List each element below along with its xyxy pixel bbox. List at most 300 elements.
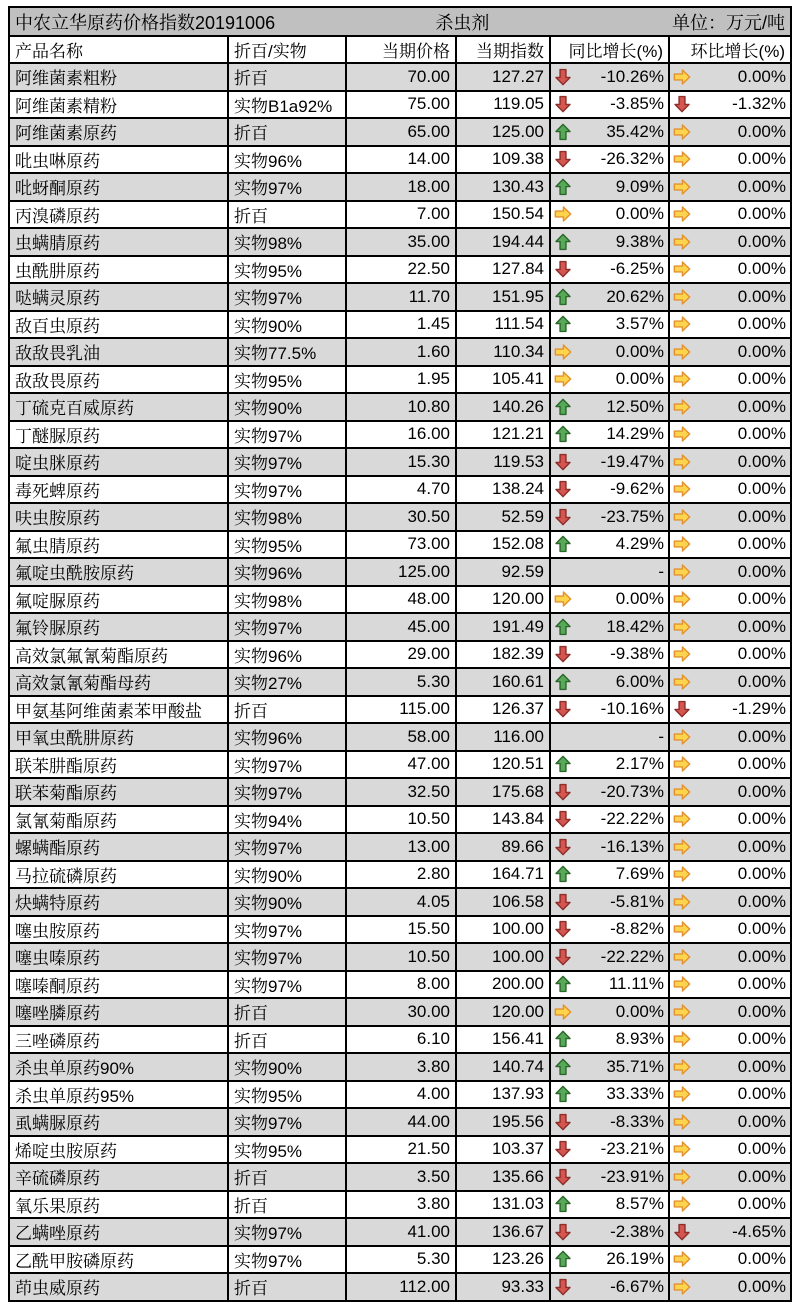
right-arrow-icon [673, 1003, 691, 1021]
mom-cell-value: 0.00% [737, 1194, 786, 1214]
mom-cell-value: 0.00% [737, 424, 786, 444]
basis-cell: 实物96% [228, 558, 346, 586]
table-row [9, 173, 791, 201]
basis-cell: 实物90% [228, 393, 346, 421]
right-arrow-icon [554, 343, 572, 361]
yoy-cell [550, 1108, 669, 1136]
mom-cell [669, 393, 791, 421]
down-arrow-icon [554, 645, 572, 663]
mom-cell-value: 0.00% [737, 644, 786, 664]
yoy-cell-value: -9.62% [610, 479, 664, 499]
mom-cell [669, 888, 791, 916]
yoy-cell [550, 1163, 669, 1191]
right-arrow-icon [673, 1058, 691, 1076]
mom-cell [669, 531, 791, 559]
right-arrow-icon [673, 645, 691, 663]
table-body [9, 63, 791, 1301]
mom-cell-value: -1.29% [732, 699, 786, 719]
mom-cell [669, 833, 791, 861]
price-cell: 3.80 [346, 1191, 456, 1219]
basis-cell: 实物90% [228, 888, 346, 916]
yoy-cell-value: -22.22% [600, 809, 664, 829]
index-cell: 109.38 [456, 146, 550, 174]
table-row [9, 1163, 791, 1191]
mom-cell [669, 751, 791, 779]
no-icon [554, 563, 572, 581]
down-arrow-icon [673, 1223, 691, 1241]
price-cell: 10.50 [346, 806, 456, 834]
basis-cell: 实物97% [228, 833, 346, 861]
yoy-cell-value: -26.32% [600, 149, 664, 169]
price-cell: 2.80 [346, 861, 456, 889]
yoy-cell [550, 696, 669, 724]
index-cell: 140.74 [456, 1053, 550, 1081]
right-arrow-icon [673, 1195, 691, 1213]
basis-cell: 实物98% [228, 228, 346, 256]
basis-cell: 实物97% [228, 971, 346, 999]
price-cell: 41.00 [346, 1218, 456, 1246]
index-cell: 136.67 [456, 1218, 550, 1246]
yoy-cell-value: -2.38% [610, 1221, 664, 1241]
yoy-cell [550, 1026, 669, 1054]
index-cell: 100.00 [456, 916, 550, 944]
mom-cell-value: 0.00% [737, 616, 786, 636]
mom-cell-value: 0.00% [737, 314, 786, 334]
yoy-cell-value: -16.13% [600, 836, 664, 856]
up-arrow-icon [554, 1250, 572, 1268]
basis-cell: 折百 [228, 1163, 346, 1191]
price-cell: 29.00 [346, 641, 456, 669]
table-row [9, 256, 791, 284]
mom-cell-value: 0.00% [737, 946, 786, 966]
table-row [9, 586, 791, 614]
up-arrow-icon [554, 618, 572, 636]
product-name-cell: 虫螨腈原药 [9, 228, 228, 256]
yoy-cell [550, 1191, 669, 1219]
mom-cell-value: 0.00% [737, 286, 786, 306]
mom-cell-value: 0.00% [737, 1276, 786, 1296]
yoy-cell [550, 778, 669, 806]
mom-cell [669, 256, 791, 284]
price-cell: 10.50 [346, 943, 456, 971]
mom-cell-value: 0.00% [737, 204, 786, 224]
yoy-cell-value: -10.16% [600, 699, 664, 719]
basis-cell: 实物97% [228, 283, 346, 311]
right-arrow-icon [673, 233, 691, 251]
mom-cell [669, 448, 791, 476]
index-cell: 93.33 [456, 1273, 550, 1301]
yoy-cell-value: -9.38% [610, 644, 664, 664]
mom-cell-value: 0.00% [737, 836, 786, 856]
right-arrow-icon [673, 1085, 691, 1103]
yoy-cell [550, 338, 669, 366]
yoy-cell-value: 8.93% [615, 1029, 664, 1049]
price-cell: 30.50 [346, 503, 456, 531]
mom-cell [669, 971, 791, 999]
basis-cell: 折百 [228, 201, 346, 229]
yoy-cell-value: 0.00% [615, 589, 664, 609]
product-name-cell: 吡虫啉原药 [9, 146, 228, 174]
basis-cell: 实物97% [228, 916, 346, 944]
right-arrow-icon [673, 948, 691, 966]
table-row [9, 63, 791, 91]
table-row [9, 283, 791, 311]
yoy-cell [550, 283, 669, 311]
mom-cell [669, 723, 791, 751]
table-row [9, 1273, 791, 1301]
basis-cell: 实物97% [228, 943, 346, 971]
col-header-basis: 折百/实物 [228, 36, 346, 63]
price-cell: 115.00 [346, 696, 456, 724]
product-name-cell: 马拉硫磷原药 [9, 861, 228, 889]
table-row [9, 668, 791, 696]
index-cell: 151.95 [456, 283, 550, 311]
yoy-cell-value: 8.57% [615, 1194, 664, 1214]
right-arrow-icon [673, 975, 691, 993]
right-arrow-icon [673, 508, 691, 526]
price-index-sheet [8, 6, 792, 1302]
yoy-cell [550, 558, 669, 586]
yoy-cell-value: 7.69% [615, 864, 664, 884]
mom-cell-value: -1.32% [732, 94, 786, 114]
mom-cell [669, 228, 791, 256]
up-arrow-icon [554, 1058, 572, 1076]
table-row [9, 1136, 791, 1164]
up-arrow-icon [554, 865, 572, 883]
mom-cell [669, 63, 791, 91]
product-name-cell: 高效氯氰菊酯母药 [9, 668, 228, 696]
yoy-cell [550, 503, 669, 531]
up-arrow-icon [554, 398, 572, 416]
product-name-cell: 噻虫嗪原药 [9, 943, 228, 971]
mom-cell-value: 0.00% [737, 1111, 786, 1131]
up-arrow-icon [554, 1030, 572, 1048]
basis-cell: 实物97% [228, 613, 346, 641]
yoy-cell [550, 998, 669, 1026]
price-cell: 70.00 [346, 63, 456, 91]
down-arrow-icon [554, 700, 572, 718]
price-cell: 48.00 [346, 586, 456, 614]
product-name-cell: 氟铃脲原药 [9, 613, 228, 641]
table-row [9, 118, 791, 146]
right-arrow-icon [554, 590, 572, 608]
yoy-cell-value: 9.09% [615, 176, 664, 196]
mom-cell [669, 421, 791, 449]
yoy-cell [550, 751, 669, 779]
price-cell: 45.00 [346, 613, 456, 641]
yoy-cell [550, 806, 669, 834]
yoy-cell-value: -8.82% [610, 919, 664, 939]
down-arrow-icon [554, 838, 572, 856]
yoy-cell [550, 421, 669, 449]
basis-cell: 实物77.5% [228, 338, 346, 366]
price-cell: 21.50 [346, 1136, 456, 1164]
yoy-cell [550, 586, 669, 614]
down-arrow-icon [673, 700, 691, 718]
product-name-cell: 噻虫胺原药 [9, 916, 228, 944]
category-label: 杀虫剂 [435, 12, 490, 33]
index-cell: 200.00 [456, 971, 550, 999]
price-cell: 14.00 [346, 146, 456, 174]
yoy-cell-value: 0.00% [615, 1001, 664, 1021]
mom-cell [669, 998, 791, 1026]
basis-cell: 实物27% [228, 668, 346, 696]
table-row [9, 943, 791, 971]
product-name-cell: 丁醚脲原药 [9, 421, 228, 449]
yoy-cell-value: 26.19% [606, 1249, 664, 1269]
yoy-cell [550, 476, 669, 504]
mom-cell-value: 0.00% [737, 66, 786, 86]
right-arrow-icon [673, 260, 691, 278]
price-cell: 18.00 [346, 173, 456, 201]
mom-cell [669, 146, 791, 174]
product-name-cell: 阿维菌素精粉 [9, 91, 228, 119]
mom-cell-value: 0.00% [737, 1001, 786, 1021]
index-cell: 89.66 [456, 833, 550, 861]
yoy-cell [550, 256, 669, 284]
right-arrow-icon [673, 783, 691, 801]
header-row [9, 36, 791, 63]
mom-cell-value: 0.00% [737, 231, 786, 251]
price-cell: 8.00 [346, 971, 456, 999]
col-header-product-name: 产品名称 [9, 36, 228, 63]
mom-cell [669, 1273, 791, 1301]
yoy-cell [550, 641, 669, 669]
yoy-cell [550, 1136, 669, 1164]
table-row [9, 531, 791, 559]
price-cell: 5.30 [346, 1246, 456, 1274]
mom-cell-value: 0.00% [737, 149, 786, 169]
basis-cell: 折百 [228, 1026, 346, 1054]
mom-cell-value: 0.00% [737, 1139, 786, 1159]
right-arrow-icon [673, 810, 691, 828]
down-arrow-icon [554, 1223, 572, 1241]
mom-cell [669, 283, 791, 311]
basis-cell: 实物90% [228, 1053, 346, 1081]
index-cell: 119.05 [456, 91, 550, 119]
basis-cell: 实物98% [228, 586, 346, 614]
index-cell: 126.37 [456, 696, 550, 724]
yoy-cell-value: 0.00% [615, 341, 664, 361]
table-row [9, 833, 791, 861]
product-name-cell: 甲氨基阿维菌素苯甲酸盐 [9, 696, 228, 724]
mom-cell-value: 0.00% [737, 451, 786, 471]
no-icon [554, 728, 572, 746]
product-name-cell: 吡蚜酮原药 [9, 173, 228, 201]
price-cell: 15.30 [346, 448, 456, 476]
basis-cell: 实物97% [228, 421, 346, 449]
col-header-mom-growth: 环比增长(%) [669, 36, 791, 63]
price-cell: 4.00 [346, 1081, 456, 1109]
basis-cell: 折百 [228, 1191, 346, 1219]
product-name-cell: 甲氧虫酰肼原药 [9, 723, 228, 751]
table-row [9, 201, 791, 229]
basis-cell: 实物97% [228, 1246, 346, 1274]
yoy-cell [550, 888, 669, 916]
basis-cell: 实物B1a92% [228, 91, 346, 119]
product-name-cell: 联苯菊酯原药 [9, 778, 228, 806]
basis-cell: 实物97% [228, 476, 346, 504]
yoy-cell-value: 0.00% [615, 204, 664, 224]
price-cell: 47.00 [346, 751, 456, 779]
up-arrow-icon [554, 673, 572, 691]
yoy-cell-value: 9.38% [615, 231, 664, 251]
mom-cell [669, 916, 791, 944]
right-arrow-icon [673, 123, 691, 141]
yoy-cell-value: 11.11% [608, 974, 664, 994]
mom-cell [669, 668, 791, 696]
table-row [9, 1081, 791, 1109]
mom-cell-value: 0.00% [737, 534, 786, 554]
index-cell: 138.24 [456, 476, 550, 504]
basis-cell: 实物94% [228, 806, 346, 834]
table-row [9, 476, 791, 504]
table-row [9, 916, 791, 944]
product-name-cell: 烯啶虫胺原药 [9, 1136, 228, 1164]
basis-cell: 折百 [228, 998, 346, 1026]
table-row [9, 366, 791, 394]
yoy-cell-value: -20.73% [600, 781, 664, 801]
price-cell: 58.00 [346, 723, 456, 751]
yoy-cell-value: 6.00% [615, 671, 664, 691]
index-cell: 110.34 [456, 338, 550, 366]
table-row [9, 421, 791, 449]
index-cell: 127.27 [456, 63, 550, 91]
yoy-cell-value: - [658, 561, 664, 581]
price-cell: 13.00 [346, 833, 456, 861]
index-cell: 127.84 [456, 256, 550, 284]
up-arrow-icon [554, 755, 572, 773]
product-name-cell: 杀虫单原药95% [9, 1081, 228, 1109]
price-cell: 35.00 [346, 228, 456, 256]
yoy-cell-value: -22.22% [600, 946, 664, 966]
mom-cell [669, 806, 791, 834]
table-row [9, 1246, 791, 1274]
yoy-cell [550, 448, 669, 476]
right-arrow-icon [673, 865, 691, 883]
basis-cell: 折百 [228, 118, 346, 146]
mom-cell [669, 201, 791, 229]
price-cell: 44.00 [346, 1108, 456, 1136]
price-cell: 112.00 [346, 1273, 456, 1301]
right-arrow-icon [673, 288, 691, 306]
index-cell: 120.00 [456, 586, 550, 614]
right-arrow-icon [673, 1113, 691, 1131]
yoy-cell-value: -5.81% [610, 891, 664, 911]
yoy-cell-value: -19.47% [600, 451, 664, 471]
price-cell: 4.70 [346, 476, 456, 504]
down-arrow-icon [554, 453, 572, 471]
basis-cell: 实物95% [228, 1136, 346, 1164]
right-arrow-icon [673, 1250, 691, 1268]
table-row [9, 696, 791, 724]
index-cell: 103.37 [456, 1136, 550, 1164]
down-arrow-icon [554, 1168, 572, 1186]
up-arrow-icon [554, 178, 572, 196]
sheet-title: 中农立华原药价格指数20191006 [15, 12, 276, 33]
mom-cell [669, 1026, 791, 1054]
mom-cell [669, 1108, 791, 1136]
product-name-cell: 三唑磷原药 [9, 1026, 228, 1054]
mom-cell [669, 1136, 791, 1164]
yoy-cell-value: 35.42% [606, 121, 664, 141]
price-cell: 10.80 [346, 393, 456, 421]
yoy-cell-value: 18.42% [606, 616, 664, 636]
product-name-cell: 乙酰甲胺磷原药 [9, 1246, 228, 1274]
price-cell: 1.60 [346, 338, 456, 366]
index-cell: 100.00 [456, 943, 550, 971]
mom-cell [669, 1163, 791, 1191]
yoy-cell [550, 173, 669, 201]
product-name-cell: 敌百虫原药 [9, 311, 228, 339]
product-name-cell: 螺螨酯原药 [9, 833, 228, 861]
product-name-cell: 虫酰肼原药 [9, 256, 228, 284]
mom-cell [669, 778, 791, 806]
mom-cell-value: -4.65% [732, 1221, 786, 1241]
right-arrow-icon [554, 370, 572, 388]
right-arrow-icon [673, 398, 691, 416]
price-cell: 6.10 [346, 1026, 456, 1054]
right-arrow-icon [673, 425, 691, 443]
product-name-cell: 噻嗪酮原药 [9, 971, 228, 999]
mom-cell-value: 0.00% [737, 1056, 786, 1076]
right-arrow-icon [673, 343, 691, 361]
mom-cell-value: 0.00% [737, 919, 786, 939]
index-cell: 191.49 [456, 613, 550, 641]
table-row [9, 228, 791, 256]
right-arrow-icon [673, 1030, 691, 1048]
basis-cell: 实物97% [228, 448, 346, 476]
yoy-cell [550, 1218, 669, 1246]
yoy-cell [550, 1053, 669, 1081]
basis-cell: 实物96% [228, 723, 346, 751]
price-cell: 65.00 [346, 118, 456, 146]
basis-cell: 实物95% [228, 531, 346, 559]
price-cell: 22.50 [346, 256, 456, 284]
product-name-cell: 敌敌畏原药 [9, 366, 228, 394]
right-arrow-icon [673, 1278, 691, 1296]
right-arrow-icon [673, 535, 691, 553]
price-cell: 1.45 [346, 311, 456, 339]
product-name-cell: 炔螨特原药 [9, 888, 228, 916]
right-arrow-icon [673, 480, 691, 498]
mom-cell [669, 1191, 791, 1219]
up-arrow-icon [554, 123, 572, 141]
yoy-cell [550, 118, 669, 146]
index-cell: 140.26 [456, 393, 550, 421]
product-name-cell: 啶虫脒原药 [9, 448, 228, 476]
price-cell: 73.00 [346, 531, 456, 559]
table-row [9, 778, 791, 806]
product-name-cell: 高效氯氟氰菊酯原药 [9, 641, 228, 669]
yoy-cell-value: -10.26% [600, 66, 664, 86]
basis-cell: 折百 [228, 63, 346, 91]
price-cell: 3.50 [346, 1163, 456, 1191]
mom-cell-value: 0.00% [737, 589, 786, 609]
mom-cell-value: 0.00% [737, 809, 786, 829]
index-cell: 123.26 [456, 1246, 550, 1274]
index-cell: 120.00 [456, 998, 550, 1026]
down-arrow-icon [554, 150, 572, 168]
down-arrow-icon [673, 95, 691, 113]
table-row [9, 393, 791, 421]
table-row [9, 723, 791, 751]
yoy-cell [550, 531, 669, 559]
table-row [9, 558, 791, 586]
basis-cell: 实物96% [228, 641, 346, 669]
yoy-cell-value: -23.75% [600, 506, 664, 526]
product-name-cell: 阿维菌素粗粉 [9, 63, 228, 91]
